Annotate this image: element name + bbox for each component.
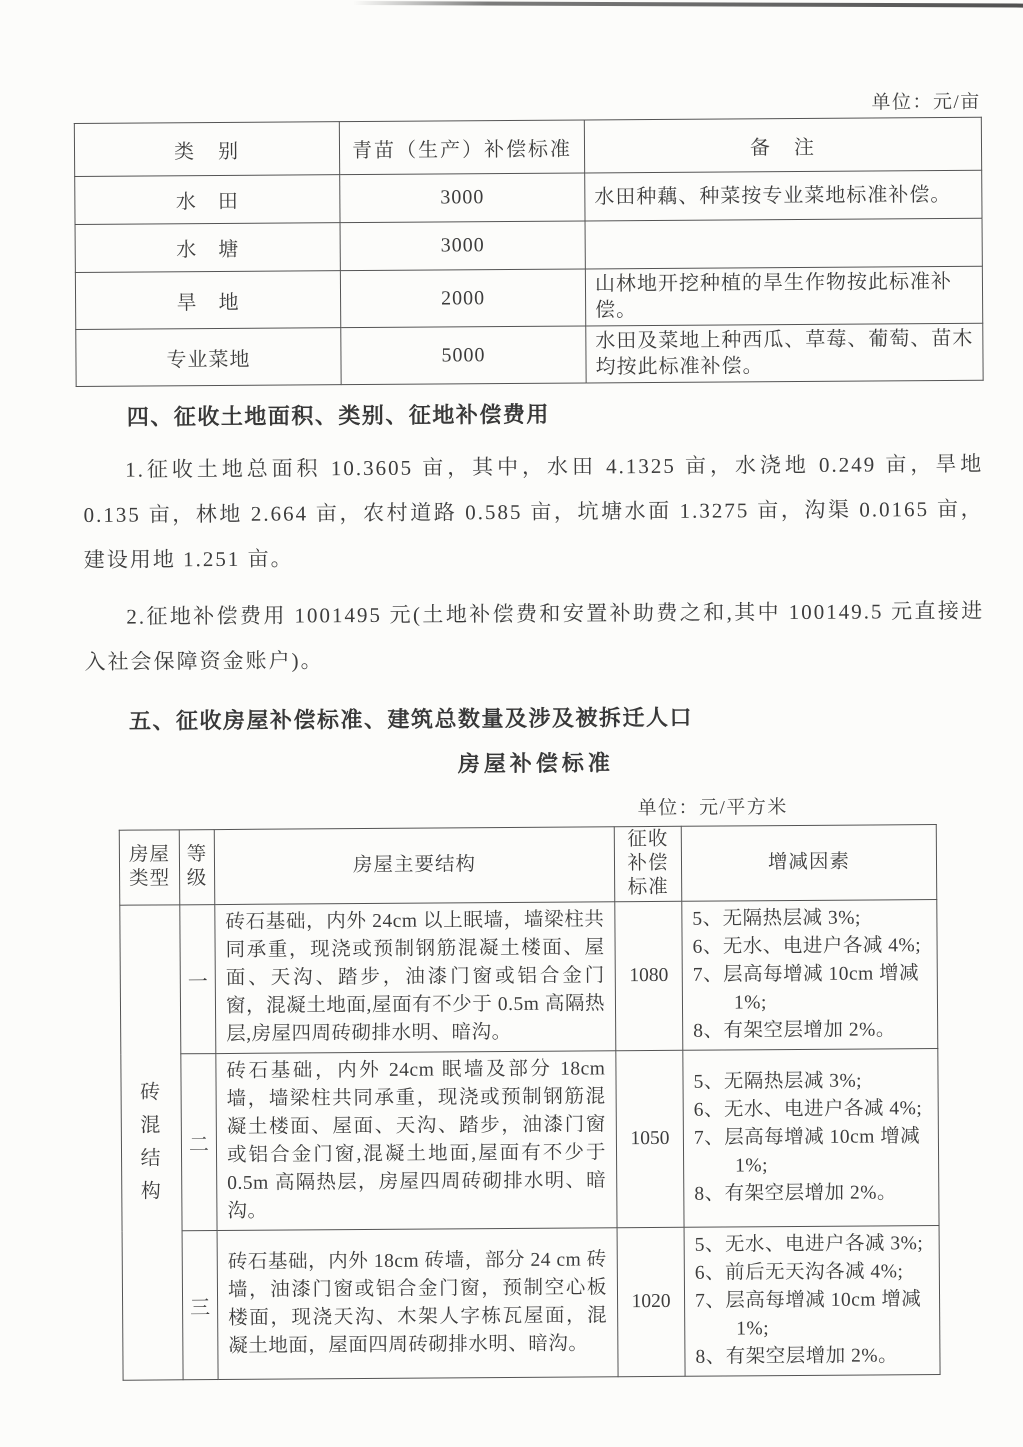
- house-compensation-table: [119, 824, 941, 1381]
- house-table-header-standard-label: 征收补偿标准: [627, 828, 669, 899]
- factor-item: 6、前后无天沟各减 4%;: [694, 1261, 904, 1284]
- crop-remark: 山林地开挖种植的旱生作物按此标准补偿。: [585, 266, 982, 326]
- structure-description: 砖石基础，内外 24cm 眠墙及部分 18cm 墙，墙梁柱共同承重，现浇或预制钢筋混凝土楼面、屋面、天沟、踏步，油漆门窗或铝合金门窗,混凝土地面,屋面有不少于 0.5m 高隔热层，房屋四周砖砌排水明、暗沟。: [216, 1051, 617, 1231]
- adjustment-factors-cell: [684, 1226, 940, 1377]
- factor-item: 8、有架空层增加 2%。: [695, 1345, 899, 1368]
- house-table-row-grade3: [122, 1226, 940, 1381]
- section5-heading: 五、征收房屋补偿标准、建筑总数量及涉及被拆迁人口: [128, 704, 694, 734]
- section4-paragraph-1: 1.征收土地总面积 10.3605 亩，其中，水田 4.1325 亩，水浇地 0.249 亩，旱地 0.135 亩，林地 2.664 亩，农村道路 0.585 亩，坑塘水面 1.3275 亩，沟渠 0.0165 亩，建设用地 1.251 亩。: [83, 451, 984, 572]
- house-table-header-type: [119, 830, 180, 905]
- factor-item: 5、无隔热层减 3%;: [692, 907, 862, 930]
- crop-table-row-vegetable: [76, 323, 983, 386]
- house-table-row-grade1: [120, 900, 938, 1055]
- compensation-standard: 1020: [617, 1227, 685, 1376]
- house-table-unit-label: 单位：元/平方米: [637, 797, 788, 820]
- house-table-header-type-label: 房屋类型: [128, 844, 171, 890]
- crop-table-row-dryland: [75, 266, 982, 329]
- house-table-header-grade: [179, 830, 215, 905]
- crop-remark: 水田及菜地上种西瓜、草莓、葡萄、苗木均按此标准补偿。: [586, 323, 983, 383]
- crop-remark: [585, 218, 982, 269]
- crop-remark: 水田种藕、种菜按专业菜地标准补偿。: [585, 170, 982, 221]
- crop-standard: 2000: [340, 269, 585, 328]
- grade-label: 一: [180, 905, 216, 1054]
- factor-item: 7、层高每增减 10cm 增减 1%;: [693, 1126, 921, 1177]
- house-table-header-grade-label: 等级: [186, 844, 208, 890]
- factor-item: 5、无隔热层减 3%;: [693, 1070, 863, 1093]
- house-table-header-structure: 房屋主要结构: [214, 827, 615, 905]
- section4-paragraph-2: 2.征地补偿费用 1001495 元(土地补偿费和安置补助费之和,其中 100149.5 元直接进入社会保障资金账户)。: [84, 598, 985, 674]
- crop-compensation-table: [74, 117, 984, 387]
- house-table-header-row: [119, 825, 937, 906]
- factor-item: 5、无水、电进户各减 3%;: [694, 1233, 924, 1256]
- factor-item: 7、层高每增减 10cm 增减 1%;: [694, 1289, 922, 1340]
- house-type-label: 砖混结构: [140, 1081, 161, 1203]
- house-table-header-factors: 增减因素: [681, 825, 937, 902]
- crop-table-header-standard: 青苗（生产）补偿标准: [339, 120, 584, 175]
- factor-item: 8、有架空层增加 2%。: [693, 1019, 896, 1042]
- crop-table-header-remark: 备 注: [584, 117, 981, 173]
- section4-heading: 四、征收土地面积、类别、征地补偿费用: [126, 401, 550, 430]
- factor-item: 6、无水、电进户各减 4%;: [693, 1098, 923, 1121]
- crop-table-row-pond: [75, 218, 982, 272]
- house-table-header-standard: [614, 826, 682, 901]
- adjustment-factors-cell: [682, 900, 938, 1051]
- crop-table-unit-label: 单位：元/亩: [871, 91, 981, 114]
- grade-label: 三: [182, 1231, 218, 1380]
- crop-table-header-category: 类 别: [74, 122, 339, 177]
- structure-description: 砖石基础，内外 24cm 以上眠墙，墙梁柱共同承重，现浇或预制钢筋混凝土楼面、屋面、天沟、踏步，油漆门窗或铝合金门窗，混凝土地面,屋面有不少于 0.5m 高隔热层,房屋四周砖砌排水明、暗沟。: [215, 902, 616, 1054]
- crop-category: 水 塘: [75, 223, 340, 273]
- crop-standard: 5000: [341, 326, 586, 385]
- house-table-title: 房屋补偿标准: [457, 750, 614, 777]
- compensation-standard: 1080: [615, 901, 683, 1050]
- crop-standard: 3000: [340, 221, 585, 271]
- adjustment-factors-cell: [683, 1049, 939, 1228]
- factor-item: 6、无水、电进户各减 4%;: [692, 935, 922, 958]
- crop-table-header-row: [74, 117, 981, 176]
- crop-category: 专业菜地: [76, 328, 341, 387]
- house-table-row-grade2: [121, 1049, 939, 1232]
- factor-item: 7、层高每增减 10cm 增减 1%;: [692, 963, 920, 1014]
- crop-category: 水 田: [75, 175, 340, 225]
- crop-table-row-paddy: [75, 170, 982, 224]
- structure-description: 砖石基础，内外 18cm 砖墙，部分 24 cm 砖墙，油漆门窗或铝合金门窗，预制空心板楼面，现浇天沟、木架人字栋瓦屋面，混凝土地面，屋面四周砖砌排水明、暗沟。: [217, 1228, 618, 1380]
- crop-standard: 3000: [340, 173, 585, 223]
- factor-item: 8、有架空层增加 2%。: [694, 1182, 898, 1205]
- compensation-standard: 1050: [616, 1050, 684, 1227]
- grade-label: 二: [181, 1054, 217, 1231]
- crop-category: 旱 地: [75, 271, 340, 330]
- house-type-cell: [120, 905, 183, 1380]
